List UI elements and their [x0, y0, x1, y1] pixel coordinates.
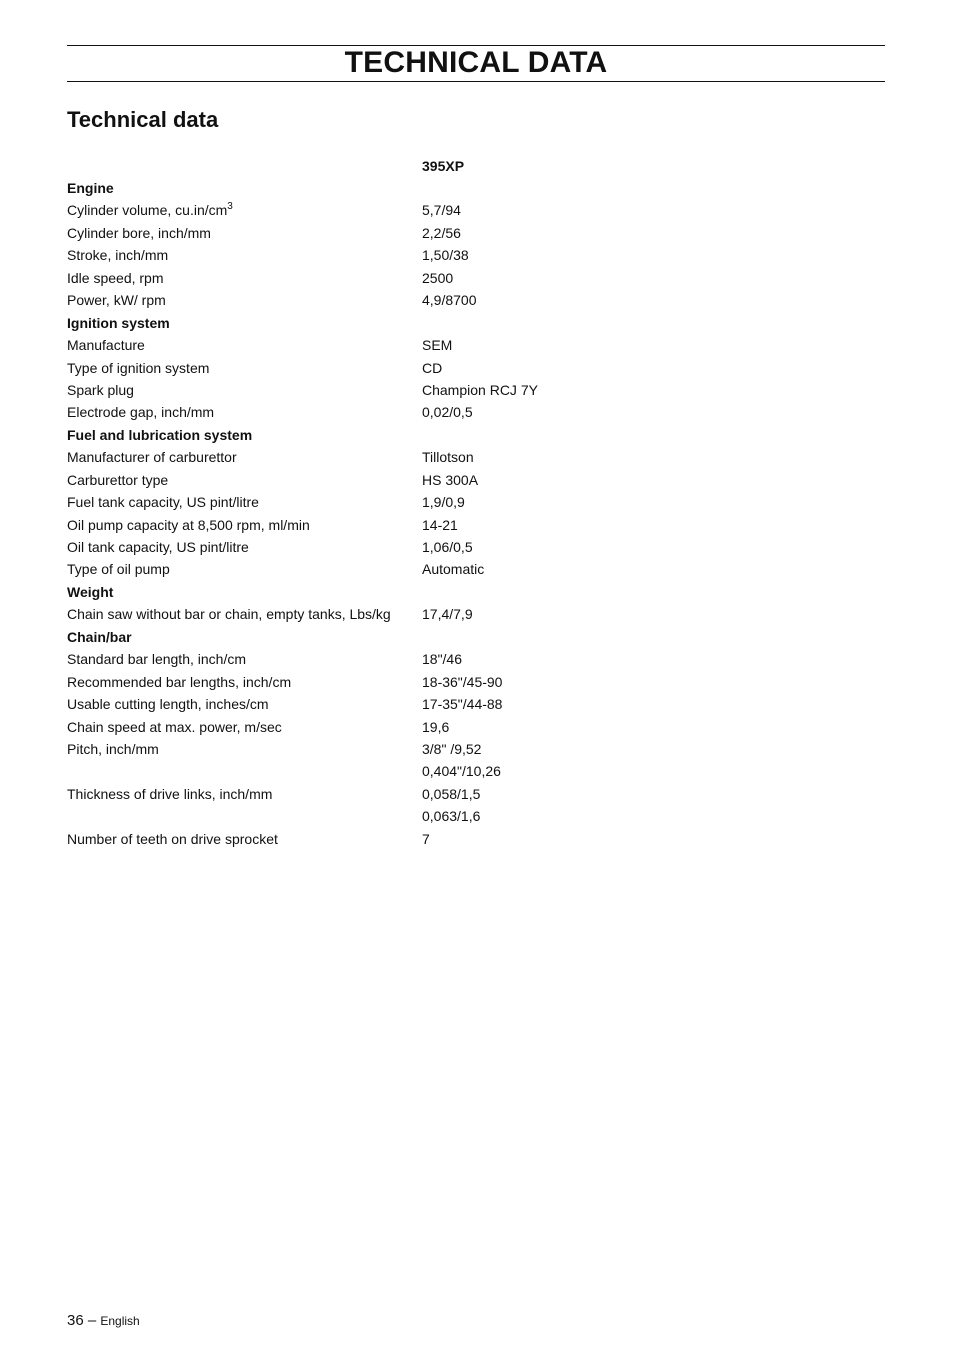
group-heading-label	[67, 626, 132, 648]
spec-label-text: Number of teeth on drive sprocket	[67, 830, 278, 847]
spec-value: 0,063/1,6	[422, 808, 481, 825]
spec-row	[67, 760, 767, 782]
spec-label-text: Cylinder bore, inch/mm	[67, 224, 211, 241]
spec-row	[67, 199, 767, 221]
page-number: 36	[67, 1312, 84, 1329]
spec-row	[67, 469, 767, 491]
spec-label	[67, 738, 159, 760]
spec-label	[67, 289, 166, 311]
spec-label-text: Electrode gap, inch/mm	[67, 404, 215, 421]
spec-label	[67, 536, 249, 558]
spec-value: 0,404"/10,26	[422, 763, 501, 780]
page-footer	[67, 1311, 140, 1331]
spec-label-text: Pitch, inch/mm	[67, 740, 159, 757]
spec-value: 17,4/7,9	[422, 606, 473, 623]
spec-value: Automatic	[422, 561, 485, 578]
spec-label	[67, 716, 282, 738]
banner-title: TECHNICAL DATA	[344, 46, 608, 79]
spec-row	[67, 334, 767, 356]
spec-group-heading	[67, 312, 767, 334]
spec-label-text: Chain speed at max. power, m/sec	[67, 718, 282, 735]
spec-label-text: Chain/bar	[67, 628, 132, 645]
spec-row	[67, 244, 767, 266]
spec-label	[67, 671, 291, 693]
spec-label-text: Fuel tank capacity, US pint/litre	[67, 494, 259, 511]
spec-row	[67, 357, 767, 379]
spec-value: 1,9/0,9	[422, 494, 465, 511]
spec-value: 17-35"/44-88	[422, 696, 503, 713]
model-column-header: 395XP	[422, 158, 465, 174]
spec-value: 18-36"/45-90	[422, 673, 503, 690]
spec-group-heading	[67, 626, 767, 648]
spec-label-text: Usable cutting length, inches/cm	[67, 696, 269, 713]
spec-row	[67, 379, 767, 401]
footer-language: English	[100, 1314, 140, 1328]
spec-row	[67, 805, 767, 827]
spec-label	[67, 199, 233, 221]
spec-label-text: Manufacture	[67, 337, 145, 354]
spec-row	[67, 716, 767, 738]
spec-row	[67, 603, 767, 625]
spec-label	[67, 514, 310, 536]
spec-label	[67, 693, 269, 715]
spec-value: 18"/46	[422, 651, 463, 668]
spec-label-text: Recommended bar lengths, inch/cm	[67, 673, 292, 690]
spec-label-text: Engine	[67, 180, 114, 196]
spec-row	[67, 783, 767, 805]
spec-row	[67, 693, 767, 715]
spec-row	[67, 289, 767, 311]
spec-label	[67, 334, 145, 356]
spec-label-text: Spark plug	[67, 381, 134, 398]
spec-value: 19,6	[422, 718, 450, 735]
spec-label-text: Oil pump capacity at 8,500 rpm, ml/min	[67, 516, 310, 533]
spec-value: Champion RCJ 7Y	[422, 381, 538, 398]
spec-label-text: Ignition system	[67, 314, 170, 331]
spec-row	[67, 401, 767, 423]
spec-label	[67, 558, 170, 580]
spec-label	[67, 244, 168, 266]
spec-value: 2500	[422, 269, 454, 286]
spec-row	[67, 491, 767, 513]
spec-value: 5,7/94	[422, 202, 461, 219]
spec-row	[67, 828, 767, 850]
spec-label	[67, 828, 278, 850]
spec-table	[67, 177, 767, 850]
spec-row	[67, 536, 767, 558]
spec-label	[67, 357, 209, 379]
spec-label	[67, 491, 259, 513]
spec-value: 0,02/0,5	[422, 404, 473, 421]
spec-label	[67, 267, 164, 289]
spec-value: 0,058/1,5	[422, 785, 481, 802]
group-heading-label	[67, 424, 252, 446]
spec-value: 7	[422, 830, 430, 847]
spec-label-text: Cylinder volume, cu.in/cm	[67, 202, 228, 219]
spec-row	[67, 514, 767, 536]
group-heading-label	[67, 312, 170, 334]
spec-label-text: Carburettor type	[67, 471, 169, 488]
spec-row	[67, 222, 767, 244]
spec-label	[67, 222, 211, 244]
spec-row	[67, 558, 767, 580]
spec-label-text: Power, kW/ rpm	[67, 292, 166, 309]
spec-label-text: Weight	[67, 583, 114, 600]
spec-label	[67, 603, 391, 625]
spec-label-text: Chain saw without bar or chain, empty tanks, Lbs/kg	[67, 606, 391, 623]
spec-label	[67, 379, 134, 401]
spec-label	[67, 446, 237, 468]
spec-group-heading	[67, 581, 767, 603]
spec-row	[67, 738, 767, 760]
unit-superscript: 3	[227, 201, 233, 213]
spec-label	[67, 648, 246, 670]
spec-row	[67, 267, 767, 289]
spec-label	[67, 401, 214, 423]
spec-label-text: Oil tank capacity, US pint/litre	[67, 539, 249, 555]
spec-label-text: Manufacturer of carburettor	[67, 449, 237, 466]
spec-value: 14-21	[422, 516, 458, 533]
spec-row	[67, 446, 767, 468]
spec-label-text: Stroke, inch/mm	[67, 247, 169, 264]
spec-label	[67, 783, 272, 805]
section-title: Technical data	[67, 107, 219, 132]
spec-label-text: Thickness of drive links, inch/mm	[67, 785, 273, 802]
spec-row	[67, 671, 767, 693]
spec-label-text: Type of oil pump	[67, 561, 170, 578]
header-bottom-rule	[67, 81, 885, 82]
group-heading-label	[67, 581, 113, 603]
spec-group-heading	[67, 177, 767, 199]
spec-value: 3/8" /9,52	[422, 740, 482, 757]
spec-value: 1,50/38	[422, 247, 469, 264]
spec-row	[67, 648, 767, 670]
group-heading-label	[67, 177, 114, 199]
spec-label	[67, 469, 168, 491]
spec-label-text: Fuel and lubrication system	[67, 426, 253, 443]
spec-value: HS 300A	[422, 471, 479, 488]
spec-label-text: Idle speed, rpm	[67, 269, 164, 286]
spec-label-text: Type of ignition system	[67, 359, 210, 376]
spec-value: 1,06/0,5	[422, 539, 473, 555]
spec-value: 4,9/8700	[422, 292, 477, 309]
spec-group-heading	[67, 424, 767, 446]
spec-value: SEM	[422, 337, 453, 354]
spec-value: 2,2/56	[422, 224, 461, 241]
spec-value: CD	[422, 359, 443, 376]
spec-label-text: Standard bar length, inch/cm	[67, 651, 246, 668]
spec-value: Tillotson	[422, 449, 474, 466]
footer-separator: –	[87, 1312, 97, 1329]
